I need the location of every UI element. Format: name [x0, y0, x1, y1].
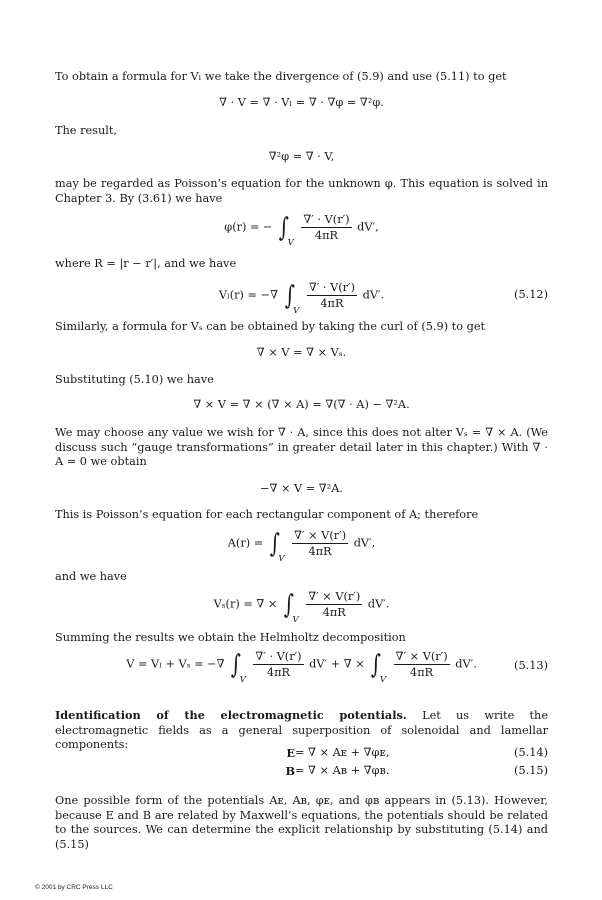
denominator: 4πR	[308, 545, 332, 558]
numerator: ∇′ × V(r′)	[294, 529, 347, 542]
equation-curl-expanded: ∇ × V = ∇ × (∇ × A) = ∇(∇ · A) − ∇²A.	[193, 398, 410, 411]
integral-domain: V	[293, 305, 300, 316]
paragraph-poisson: may be regarded as Poisson’s equation for the unknown φ. This equation is solved in Chapter 3. By (3.61) we have	[55, 177, 548, 205]
integral-sign: ∫	[283, 589, 294, 620]
equation-rhs: dV′.	[455, 657, 477, 671]
equation-mid: dV′ + ∇ ×	[309, 657, 365, 671]
denominator: 4πR	[322, 606, 346, 619]
paragraph-divergence: To obtain a formula for Vₗ we take the divergence of (5.9) and use (5.11) to get	[55, 70, 507, 83]
equation-5-13	[55, 649, 548, 687]
equation-lhs: Vₗ(r) = −∇	[218, 288, 278, 302]
numerator: ∇′ × V(r′)	[308, 590, 361, 603]
equation-vs-solution	[55, 589, 548, 627]
equation-rhs: dV′,	[353, 536, 376, 550]
paragraph-where-r: where R = |r − r′|, and we have	[55, 257, 237, 270]
integral-sign: ∫	[230, 649, 241, 680]
copyright-footer: © 2001 by CRC Press LLC	[35, 884, 113, 891]
fraction	[307, 280, 357, 311]
equation-rhs: = ∇ × Aʙ + ∇φʙ.	[295, 764, 390, 777]
equation-lhs: Vₛ(r) = ∇ ×	[213, 597, 278, 611]
fraction	[301, 212, 351, 243]
integral-sign: ∫	[371, 649, 382, 680]
section-text: Let us write the electromagnetic fields as a general superposition of solenoidal and lamellar components:	[55, 709, 549, 751]
equation-rhs: dV′.	[362, 288, 385, 302]
paragraph-similarly: Similarly, a formula for Vₛ can be obtained by taking the curl of (5.9) to get	[55, 320, 486, 333]
numerator: ∇′ · V(r′)	[308, 281, 356, 294]
equation-number: (5.12)	[514, 288, 548, 301]
denominator: 4πR	[266, 666, 291, 679]
paragraph-summing: Summing the results we obtain the Helmholtz decomposition	[55, 631, 406, 644]
equation-poisson-phi: ∇²φ = ∇ · V,	[268, 150, 335, 163]
paragraph-and-we-have: and we have	[55, 570, 127, 583]
fraction	[394, 649, 450, 680]
denominator: 4πR	[410, 666, 434, 679]
denominator: 4πR	[320, 297, 344, 310]
equation-divergence: ∇ · V = ∇ · Vₗ = ∇ · ∇φ = ∇²φ.	[219, 96, 384, 109]
paragraph-gauge: We may choose any value we wish for ∇ · A, since this does not alter Vₛ = ∇ × A. (We discuss such “gauge transformations” in greater detail later in this chapter.) With ∇ · A = 0 we obtain	[55, 426, 548, 468]
section-heading: Identification of the electromagnetic potentials.	[55, 708, 407, 722]
numerator: ∇′ × V(r′)	[395, 650, 448, 663]
equation-curl: ∇ × V = ∇ × Vₛ.	[256, 346, 347, 359]
equation-lhs: A(r) =	[227, 536, 264, 550]
equation-curl-laplacian: −∇ × V = ∇²A.	[260, 482, 343, 495]
integral-sign: ∫	[284, 280, 295, 311]
paragraph-result: The result,	[55, 124, 117, 137]
numerator: ∇′ · V(r′)	[303, 213, 350, 226]
paragraph-substituting: Substituting (5.10) we have	[55, 373, 214, 386]
integral-domain: V	[292, 614, 299, 625]
integral-domain: V	[287, 237, 294, 248]
equation-rhs: dV′,	[357, 220, 379, 234]
integral-domain: V	[278, 553, 285, 564]
paragraph-potentials: One possible form of the potentials Aᴇ, Aʙ, φᴇ, and φʙ appears in (5.13). However, because E and B are related by Maxwell’s equations, the potentials should be related to the sources. We can determine the explicit relationship by substituting (5.14) and (5.15)	[55, 794, 548, 851]
equation-phi-solution	[55, 212, 548, 250]
integral-sign: ∫	[278, 212, 289, 243]
fraction	[292, 528, 348, 559]
equation-number: (5.15)	[514, 764, 548, 777]
integral-sign: ∫	[269, 528, 280, 559]
denominator: 4πR	[314, 229, 339, 242]
equation-lhs: φ(r) = −	[224, 220, 273, 234]
equation-lhs: B	[285, 764, 295, 778]
integral-domain: V	[239, 674, 246, 685]
numerator: ∇′ · V(r′)	[255, 650, 302, 663]
equation-5-12	[55, 280, 548, 318]
equation-rhs: = ∇ × Aᴇ + ∇φᴇ,	[295, 746, 390, 759]
fraction	[253, 649, 303, 680]
equation-number: (5.13)	[514, 659, 548, 672]
equation-number: (5.14)	[514, 746, 548, 759]
fraction	[306, 589, 362, 620]
paragraph-poisson-a: This is Poisson’s equation for each rectangular component of A; therefore	[55, 508, 479, 521]
equation-a-solution	[55, 528, 548, 566]
equation-rhs: dV′.	[367, 597, 390, 611]
equation-lhs: V = Vₗ + Vₛ = −∇	[126, 657, 225, 671]
equation-lhs: E	[286, 746, 295, 760]
integral-domain: V	[379, 674, 386, 685]
